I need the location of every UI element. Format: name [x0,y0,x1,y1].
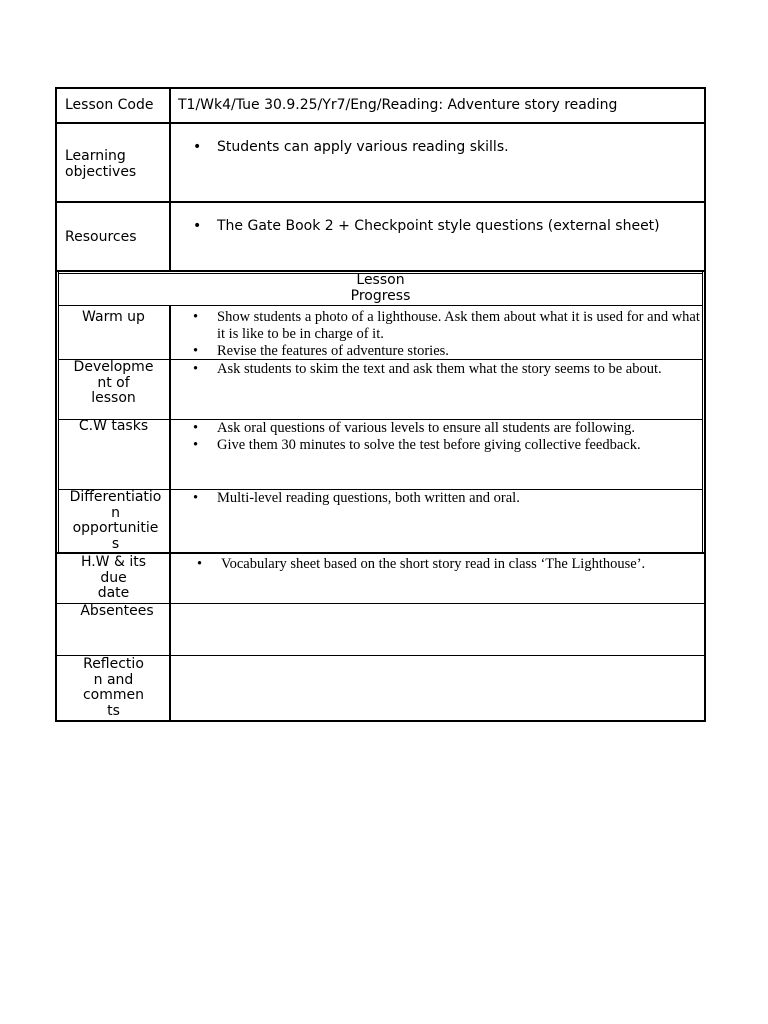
row-divider [55,552,706,554]
differentiation-item: • Multi-level reading questions, both written and oral. [191,490,703,507]
lesson-progress-heading: Lesson Progress [350,272,411,304]
row-divider [55,122,706,124]
learning-objectives-content [191,140,696,156]
absentees-label: Absentees [80,603,154,619]
warm-up-item: • Show students a photo of a lighthouse. Ask them about what it is used for and what it is like to be in charge of it. [191,309,703,343]
resources-content [191,219,696,235]
objective-item: • Students can apply various reading skills. [191,140,696,156]
row-divider [55,201,706,203]
differentiation-label: Differentiatio n opportunitie s [69,489,162,552]
column-divider-bottom [169,305,171,722]
column-divider-top [169,87,171,272]
development-label: Developme nt of lesson [73,359,154,406]
development-content [191,361,703,378]
warm-up-content [191,309,703,360]
homework-content [195,556,703,573]
cw-task-item: • Give them 30 minutes to solve the test before giving collective feedback. [191,437,703,454]
differentiation-content [191,490,703,507]
resource-item: • The Gate Book 2 + Checkpoint style questions (external sheet) [191,219,696,235]
cw-tasks-label: C.W tasks [78,418,149,434]
warm-up-item: • Revise the features of adventure stories. [191,343,703,360]
warm-up-label: Warm up [82,309,145,325]
development-item: • Ask students to skim the text and ask them what the story seems to be about. [191,361,703,378]
row-divider [58,305,703,306]
cw-tasks-content [191,420,703,454]
row-divider [55,655,706,656]
lesson-code-value: T1/Wk4/Tue 30.9.25/Yr7/Eng/Reading: Adventure story reading [178,97,618,113]
reflection-label: Reflectio n and commen ts [82,656,145,719]
lesson-code-label: Lesson Code [65,97,154,113]
resources-label: Resources [65,229,137,245]
homework-label: H.W & its due date [80,554,147,601]
homework-item: • Vocabulary sheet based on the short story read in class ‘The Lighthouse’. [195,556,703,573]
cw-task-item: • Ask oral questions of various levels to ensure all students are following. [191,420,703,437]
learning-objectives-label: Learning objectives [65,148,137,180]
